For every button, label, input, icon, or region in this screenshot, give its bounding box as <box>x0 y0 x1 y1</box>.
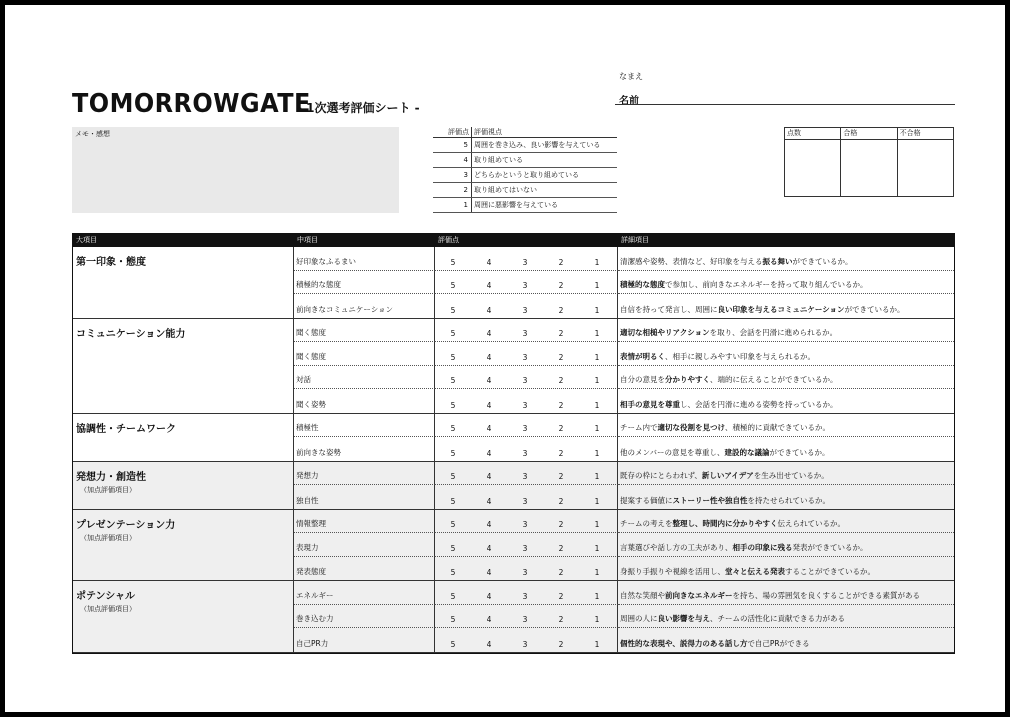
category-block <box>73 414 954 462</box>
detail-text: 言葉選びや話し方の工夫があり、 <box>620 542 733 552</box>
table-row <box>294 581 954 605</box>
score-option[interactable]: 4 <box>486 352 492 362</box>
detail-text: 自信を持って発言し、周囲に <box>620 304 718 314</box>
score-option[interactable]: 2 <box>558 424 564 433</box>
category-title: 発想力・創造性 <box>76 471 146 483</box>
detail-text: 適切な役割を見つけ <box>657 423 725 432</box>
score-option[interactable]: 1 <box>594 543 600 553</box>
detail-item <box>618 247 954 271</box>
evaluation-sheet <box>5 5 1005 712</box>
category-note: （加点評価項目） <box>80 605 136 613</box>
score-option[interactable]: 4 <box>486 400 492 410</box>
detail-text: 相手の意見を尊重 <box>620 399 680 409</box>
score-option[interactable]: 4 <box>486 615 492 624</box>
fail-cell[interactable] <box>898 128 953 196</box>
score-options <box>435 510 618 534</box>
score-option[interactable]: 2 <box>558 376 564 385</box>
category-title: プレゼンテーション力 <box>76 519 176 531</box>
score-options <box>435 319 618 343</box>
score-option[interactable]: 3 <box>522 376 528 385</box>
legend-score-header: 評価点 <box>448 128 469 136</box>
score-option[interactable]: 3 <box>522 424 528 433</box>
score-options <box>435 557 618 581</box>
category-cell <box>73 319 294 413</box>
mid-item: 積極的な態度 <box>294 271 435 295</box>
header-score: 評価点 <box>438 236 459 244</box>
evaluation-table <box>72 233 955 654</box>
score-option[interactable]: 2 <box>558 281 564 290</box>
detail-text: 整理し、時間内に分かりやすく <box>672 519 778 528</box>
table-row <box>294 319 954 343</box>
detail-text: で参加し、前向きなエネルギーを持って取り組んでいるか。 <box>665 280 868 289</box>
mid-item: 独自性 <box>294 485 435 509</box>
score-option[interactable]: 3 <box>522 281 528 290</box>
legend-row <box>433 153 617 168</box>
detail-text: で自己PRができる <box>747 638 810 648</box>
detail-text: 表情が明るく <box>620 351 665 361</box>
score-option[interactable]: 3 <box>522 615 528 624</box>
score-option[interactable]: 5 <box>450 305 456 315</box>
score-option[interactable]: 5 <box>450 591 456 601</box>
detail-text: 相手の印象に残る <box>732 542 793 552</box>
detail-text: 提案する価値に <box>620 495 673 505</box>
detail-text: し、会話を円滑に進める姿勢を持っているか。 <box>680 399 838 409</box>
score-option[interactable]: 5 <box>450 352 456 362</box>
score-option[interactable]: 3 <box>522 496 528 506</box>
score-option[interactable]: 2 <box>558 543 564 553</box>
mid-item: 発想力 <box>294 462 435 486</box>
score-legend <box>433 127 617 213</box>
category-cell <box>73 414 294 461</box>
mid-item: エネルギー <box>294 581 435 605</box>
detail-text: ができているか。 <box>844 304 905 314</box>
score-options <box>435 533 618 557</box>
score-option[interactable]: 1 <box>594 376 600 385</box>
detail-text: 堂々と伝える発表 <box>725 567 785 576</box>
score-option[interactable]: 1 <box>594 591 600 601</box>
detail-text: 清潔感や姿勢、表情など、好印象を与える <box>620 256 763 266</box>
score-option[interactable]: 2 <box>558 329 564 338</box>
legend-row <box>433 168 617 183</box>
detail-item <box>618 319 954 343</box>
category-title: ポテンシャル <box>76 591 136 602</box>
score-option[interactable]: 5 <box>450 376 456 385</box>
score-options <box>435 366 618 390</box>
table-row <box>294 247 954 271</box>
score-option[interactable]: 5 <box>450 568 456 577</box>
memo-box[interactable] <box>72 127 399 213</box>
category-cell <box>73 462 294 509</box>
score-options <box>435 389 618 413</box>
score-options <box>435 605 618 629</box>
score-options <box>435 294 618 318</box>
category-block <box>73 462 954 510</box>
detail-text: 自分の意見を <box>620 375 665 384</box>
detail-text: 、積極的に貢献できているか。 <box>725 423 830 432</box>
mid-item: 前向きなコミュニケーション <box>294 294 435 318</box>
mid-item: 聞く姿勢 <box>294 389 435 413</box>
score-options <box>435 414 618 438</box>
legend-row <box>433 183 617 198</box>
table-row <box>294 437 954 461</box>
detail-text: を生み出せているか。 <box>753 471 829 480</box>
category-cell <box>73 510 294 581</box>
detail-item <box>618 462 954 486</box>
table-header <box>73 234 954 247</box>
score-options <box>435 628 618 652</box>
score-option[interactable]: 2 <box>558 352 564 362</box>
table-row <box>294 366 954 390</box>
score-options <box>435 485 618 509</box>
score-option[interactable]: 4 <box>486 496 492 506</box>
mid-item: 情報整理 <box>294 510 435 534</box>
pass-cell[interactable] <box>841 128 897 196</box>
legend-score: 1 <box>463 201 468 209</box>
score-options <box>435 247 618 271</box>
category-block <box>73 510 954 582</box>
table-row <box>294 510 954 534</box>
score-option[interactable]: 3 <box>522 305 528 315</box>
score-option[interactable]: 2 <box>558 568 564 577</box>
score-option[interactable]: 2 <box>558 472 564 481</box>
points-label: 点数 <box>785 128 840 140</box>
detail-item <box>618 366 954 390</box>
score-option[interactable]: 5 <box>450 448 456 458</box>
score-option[interactable]: 2 <box>558 305 564 315</box>
category-block <box>73 319 954 414</box>
score-option[interactable]: 1 <box>594 496 600 506</box>
score-option[interactable]: 1 <box>594 281 600 290</box>
table-row <box>294 485 954 509</box>
detail-text: ストーリー性や独自性 <box>672 495 748 505</box>
score-option[interactable]: 2 <box>558 400 564 410</box>
detail-text: を持ち、場の雰囲気を良くすることができる素質がある <box>732 590 920 600</box>
score-option[interactable]: 2 <box>558 496 564 506</box>
category-cell <box>73 581 294 652</box>
score-option[interactable]: 1 <box>594 329 600 338</box>
detail-text: 分かりやすく <box>665 375 710 384</box>
score-option[interactable]: 5 <box>450 472 456 481</box>
detail-text: 自然な笑顔や <box>620 590 665 600</box>
category-title: コミュニケーション能力 <box>76 328 186 340</box>
category-block <box>73 581 954 653</box>
category-note: （加点評価項目） <box>80 485 136 494</box>
mid-item: 好印象なふるまい <box>294 247 435 271</box>
mid-item: 発表態度 <box>294 557 435 581</box>
score-option[interactable]: 4 <box>486 376 492 385</box>
score-option[interactable]: 1 <box>594 400 600 410</box>
score-option[interactable]: 5 <box>450 496 456 506</box>
score-option[interactable]: 5 <box>450 615 456 624</box>
score-option[interactable]: 4 <box>486 448 492 458</box>
mid-item: 表現力 <box>294 533 435 557</box>
detail-text: 、チームの活性化に貢献できる力がある <box>710 614 845 623</box>
detail-text: 既存の枠にとらわれず、 <box>620 471 702 480</box>
score-option[interactable]: 1 <box>594 520 600 529</box>
detail-text: 建設的な議論 <box>724 447 770 457</box>
detail-item <box>618 605 954 629</box>
detail-item <box>618 414 954 438</box>
legend-view-header: 評価視点 <box>471 127 617 137</box>
mid-item: 積極性 <box>294 414 435 438</box>
legend-text: 取り組めてはいない <box>471 183 617 197</box>
score-option[interactable]: 4 <box>486 472 492 481</box>
header-detail: 詳細項目 <box>621 236 649 244</box>
score-option[interactable]: 4 <box>486 568 492 577</box>
points-cell[interactable] <box>785 128 841 196</box>
score-option[interactable]: 1 <box>594 352 600 362</box>
detail-text: 他のメンバーの意見を尊重し、 <box>620 447 725 457</box>
category-title: 第一印象・態度 <box>76 257 146 268</box>
score-option[interactable]: 4 <box>486 639 492 649</box>
detail-text: することができているか。 <box>785 567 875 576</box>
score-option[interactable]: 3 <box>522 400 528 410</box>
detail-text: 周囲の人に <box>620 614 658 623</box>
score-option[interactable]: 3 <box>522 639 528 649</box>
detail-text: 新しいアイデア <box>701 471 754 480</box>
score-option[interactable]: 5 <box>450 329 456 338</box>
legend-row <box>433 198 617 213</box>
table-row <box>294 294 954 318</box>
name-input-line[interactable] <box>615 104 955 105</box>
detail-text: 良い影響を与え <box>657 614 710 623</box>
score-option[interactable]: 1 <box>594 305 600 315</box>
detail-item <box>618 581 954 605</box>
table-row <box>294 557 954 581</box>
score-option[interactable]: 5 <box>450 639 456 649</box>
score-option[interactable]: 4 <box>486 281 492 290</box>
detail-item <box>618 389 954 413</box>
score-option[interactable]: 1 <box>594 424 600 433</box>
detail-item <box>618 342 954 366</box>
legend-header <box>433 127 617 138</box>
detail-item <box>618 510 954 534</box>
legend-text: 取り組めている <box>471 153 617 167</box>
score-option[interactable]: 4 <box>486 424 492 433</box>
legend-row <box>433 138 617 153</box>
detail-item <box>618 485 954 509</box>
legend-score: 2 <box>463 186 468 194</box>
score-option[interactable]: 2 <box>558 639 564 649</box>
detail-item <box>618 533 954 557</box>
table-row <box>294 605 954 629</box>
detail-text: ができているか。 <box>769 447 830 457</box>
name-label: 名前 <box>619 96 639 107</box>
mid-item: 対話 <box>294 366 435 390</box>
score-option[interactable]: 2 <box>558 615 564 624</box>
table-row <box>294 533 954 557</box>
score-options <box>435 271 618 295</box>
mid-item: 自己PR力 <box>294 628 435 652</box>
legend-text: 周囲を巻き込み、良い影響を与えている <box>471 138 617 152</box>
detail-text: チーム内で <box>620 423 658 432</box>
legend-score: 4 <box>463 156 468 164</box>
detail-item <box>618 557 954 581</box>
detail-text: 適切な相槌やリアクション <box>620 328 710 337</box>
header-mid-item: 中項目 <box>297 236 318 244</box>
score-option[interactable]: 4 <box>486 257 492 267</box>
category-block <box>73 247 954 319</box>
score-option[interactable]: 1 <box>594 472 600 481</box>
score-option[interactable]: 3 <box>522 520 528 529</box>
detail-text: 、端的に伝えることができているか。 <box>710 375 838 384</box>
score-option[interactable]: 1 <box>594 568 600 577</box>
score-option[interactable]: 4 <box>486 520 492 529</box>
header-major-item: 大項目 <box>76 236 97 244</box>
score-option[interactable]: 5 <box>450 400 456 410</box>
pass-label: 合格 <box>841 128 896 140</box>
detail-text: を取り、会話を円滑に進められるか。 <box>709 328 838 337</box>
score-option[interactable]: 3 <box>522 257 528 267</box>
legend-score: 5 <box>463 141 468 149</box>
score-option[interactable]: 3 <box>522 329 528 338</box>
score-option[interactable]: 5 <box>450 281 456 290</box>
detail-text: 身振り手振りや視線を活用し、 <box>620 567 725 576</box>
score-options <box>435 462 618 486</box>
detail-text: 良い印象を与えるコミュニケーション <box>717 304 845 314</box>
table-row <box>294 414 954 438</box>
fail-label: 不合格 <box>898 128 953 140</box>
mid-item: 前向きな姿勢 <box>294 437 435 461</box>
score-option[interactable]: 1 <box>594 615 600 624</box>
result-box <box>784 127 954 197</box>
table-row <box>294 462 954 486</box>
legend-score: 3 <box>463 171 468 179</box>
detail-text: 、相手に親しみやすい印象を与えられるか。 <box>665 351 815 361</box>
legend-text: どちらかというと取り組めている <box>471 168 617 182</box>
sheet-subtitle: - 1次選考評価シート - <box>297 101 420 115</box>
score-option[interactable]: 5 <box>450 543 456 553</box>
memo-label: メモ・感想 <box>75 130 110 138</box>
score-option[interactable]: 2 <box>558 520 564 529</box>
table-row <box>294 389 954 413</box>
score-option[interactable]: 1 <box>594 639 600 649</box>
score-option[interactable]: 3 <box>522 472 528 481</box>
detail-item <box>618 437 954 461</box>
score-option[interactable]: 3 <box>522 352 528 362</box>
detail-text: ができているか。 <box>792 256 853 266</box>
score-option[interactable]: 5 <box>450 257 456 267</box>
score-option[interactable]: 2 <box>558 257 564 267</box>
mid-item: 聞く態度 <box>294 319 435 343</box>
score-options <box>435 581 618 605</box>
detail-item <box>618 271 954 295</box>
score-option[interactable]: 3 <box>522 568 528 577</box>
score-option[interactable]: 4 <box>486 543 492 553</box>
score-option[interactable]: 3 <box>522 448 528 458</box>
category-title: 協調性・チームワーク <box>76 423 176 435</box>
category-cell <box>73 247 294 318</box>
detail-text: チームの考えを <box>620 519 673 528</box>
detail-item <box>618 294 954 318</box>
score-option[interactable]: 2 <box>558 591 564 601</box>
legend-text: 周囲に悪影響を与えている <box>471 198 617 212</box>
table-row <box>294 342 954 366</box>
detail-text: 伝えられているか。 <box>777 519 845 528</box>
detail-text: 積極的な態度 <box>620 280 665 289</box>
score-options <box>435 437 618 461</box>
table-row <box>294 628 954 652</box>
mid-item: 聞く態度 <box>294 342 435 366</box>
detail-text: を持たせられているか。 <box>747 495 830 505</box>
category-note: （加点評価項目） <box>80 533 136 542</box>
detail-text: 前向きなエネルギー <box>665 590 733 600</box>
detail-item <box>618 628 954 652</box>
company-logo: TOMORROWGATE <box>72 89 311 119</box>
score-option[interactable]: 5 <box>450 520 456 529</box>
score-option[interactable]: 2 <box>558 448 564 458</box>
score-option[interactable]: 4 <box>486 329 492 338</box>
detail-text: 発表ができているか。 <box>792 542 868 552</box>
score-option[interactable]: 1 <box>594 448 600 458</box>
name-kana-label: なまえ <box>619 72 643 81</box>
score-option[interactable]: 5 <box>450 424 456 433</box>
score-option[interactable]: 1 <box>594 257 600 267</box>
score-option[interactable]: 4 <box>486 305 492 315</box>
mid-item: 巻き込む力 <box>294 605 435 629</box>
table-row <box>294 271 954 295</box>
score-option[interactable]: 3 <box>522 591 528 601</box>
detail-text: 個性的な表現や、説得力のある話し方 <box>620 638 748 648</box>
score-option[interactable]: 4 <box>486 591 492 601</box>
score-option[interactable]: 3 <box>522 543 528 553</box>
detail-text: 振る舞い <box>762 256 793 266</box>
score-options <box>435 342 618 366</box>
